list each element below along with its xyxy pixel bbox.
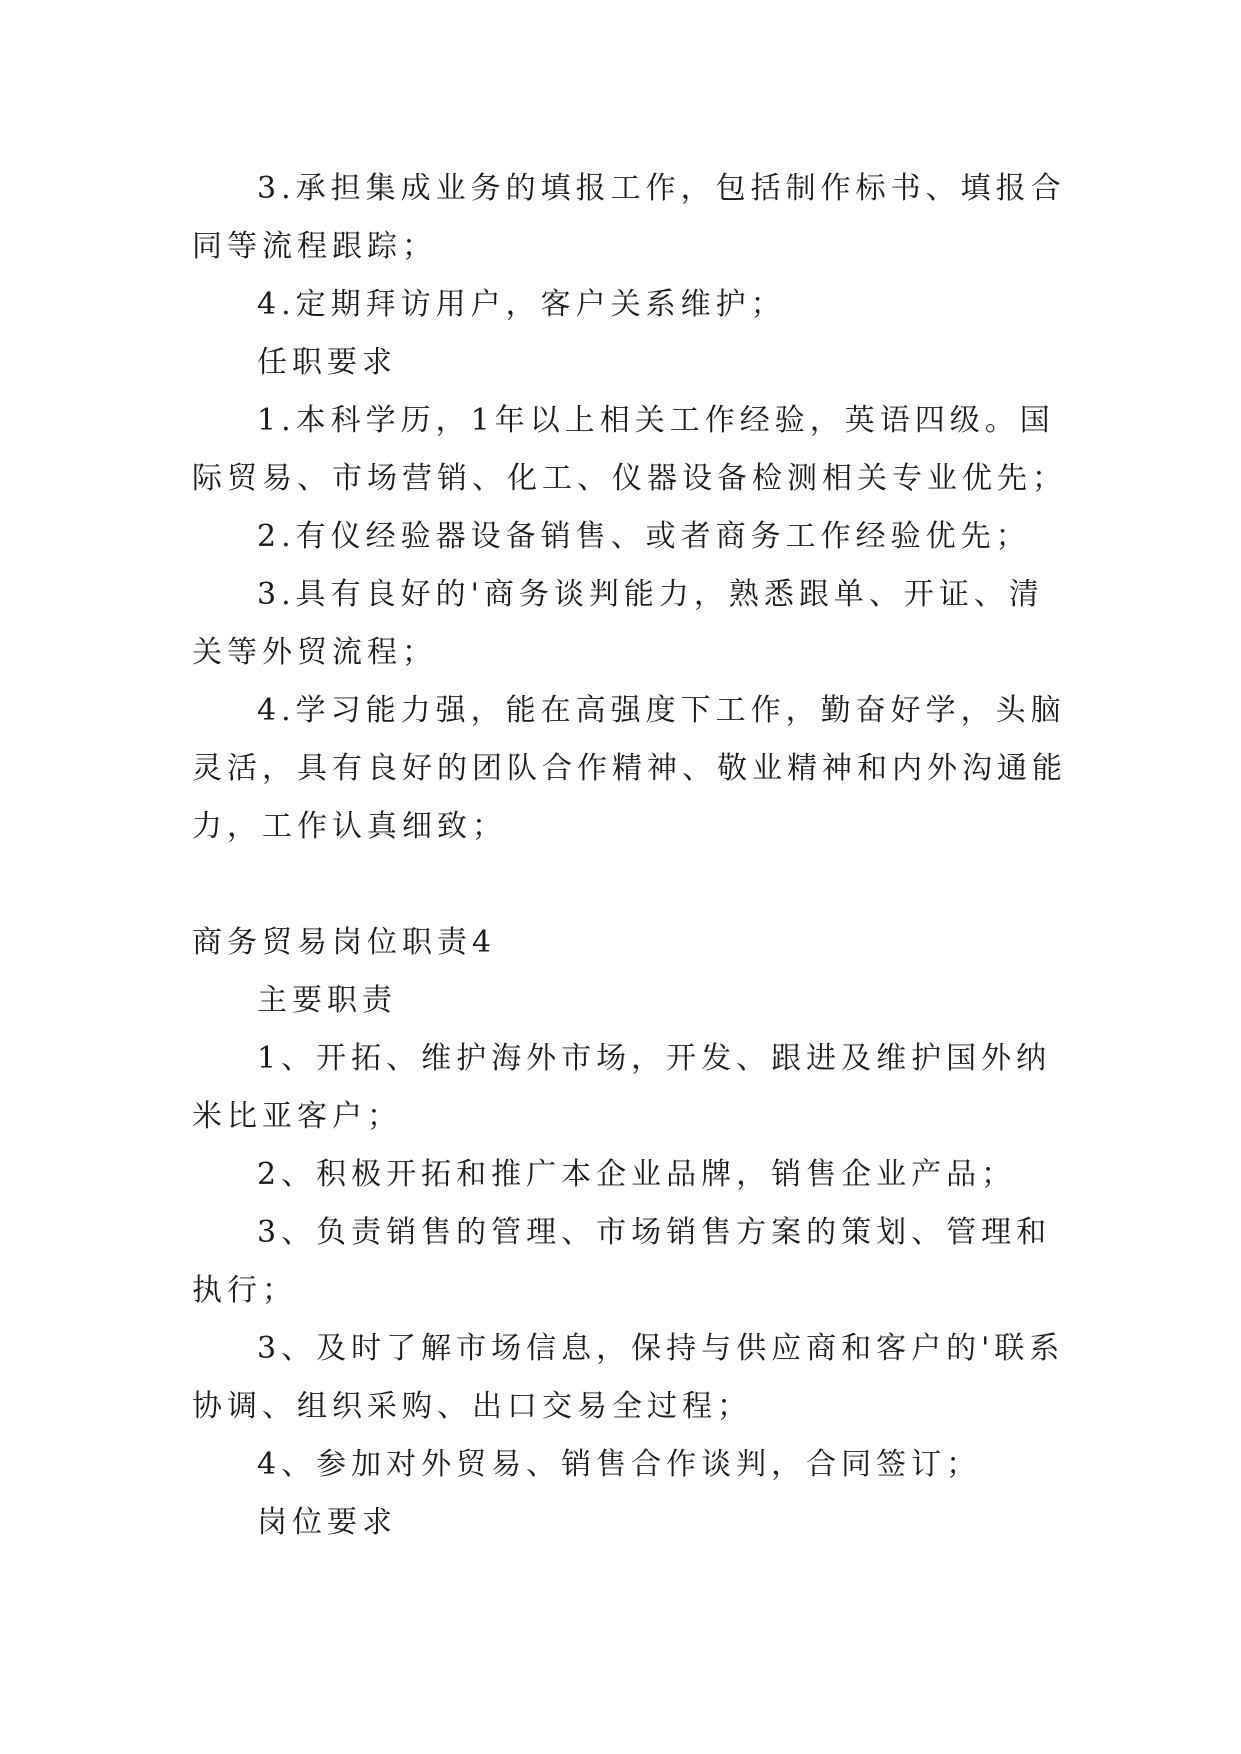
paragraph: 1.本科学历，1年以上相关工作经验，英语四级。国际贸易、市场营销、化工、仪器设备检测相关专业优先；: [192, 403, 1067, 496]
section-spacer: [192, 856, 1072, 914]
paragraph: 3、及时了解市场信息，保持与供应商和客户的'联系协调、组织采购、出口交易全过程；: [192, 1331, 1065, 1424]
paragraph: 2.有仪经验器设备销售、或者商务工作经验优先；: [257, 519, 1031, 554]
paragraph: 2、积极开拓和推广本企业品牌，销售企业产品；: [257, 1157, 1017, 1192]
paragraph: 3.承担集成业务的填报工作，包括制作标书、填报合同等流程跟踪；: [192, 171, 1066, 264]
paragraph: 3、负责销售的管理、市场销售方案的策划、管理和执行；: [192, 1215, 1052, 1308]
paragraph: 4.定期拜访用户，客户关系维护；: [257, 287, 786, 322]
paragraph: 4、参加对外贸易、销售合作谈判，合同签订；: [257, 1447, 982, 1482]
paragraph: 4.学习能力强，能在高强度下工作，勤奋好学，头脑灵活，具有良好的团队合作精神、敬业精神和内外沟通能力，工作认真细致；: [192, 693, 1067, 844]
subheading-requirements: 任职要求: [257, 345, 397, 380]
document-body: [192, 160, 1072, 1552]
paragraph: 3.具有良好的'商务谈判能力，熟悉跟单、开证、清关等外贸流程；: [192, 577, 1044, 670]
subheading-main-duties: 主要职责: [257, 983, 397, 1018]
subheading-position-requirements: 岗位要求: [257, 1505, 397, 1540]
paragraph: 1、开拓、维护海外市场，开发、跟进及维护国外纳米比亚客户；: [192, 1041, 1052, 1134]
section-title: 商务贸易岗位职责4: [192, 925, 497, 960]
